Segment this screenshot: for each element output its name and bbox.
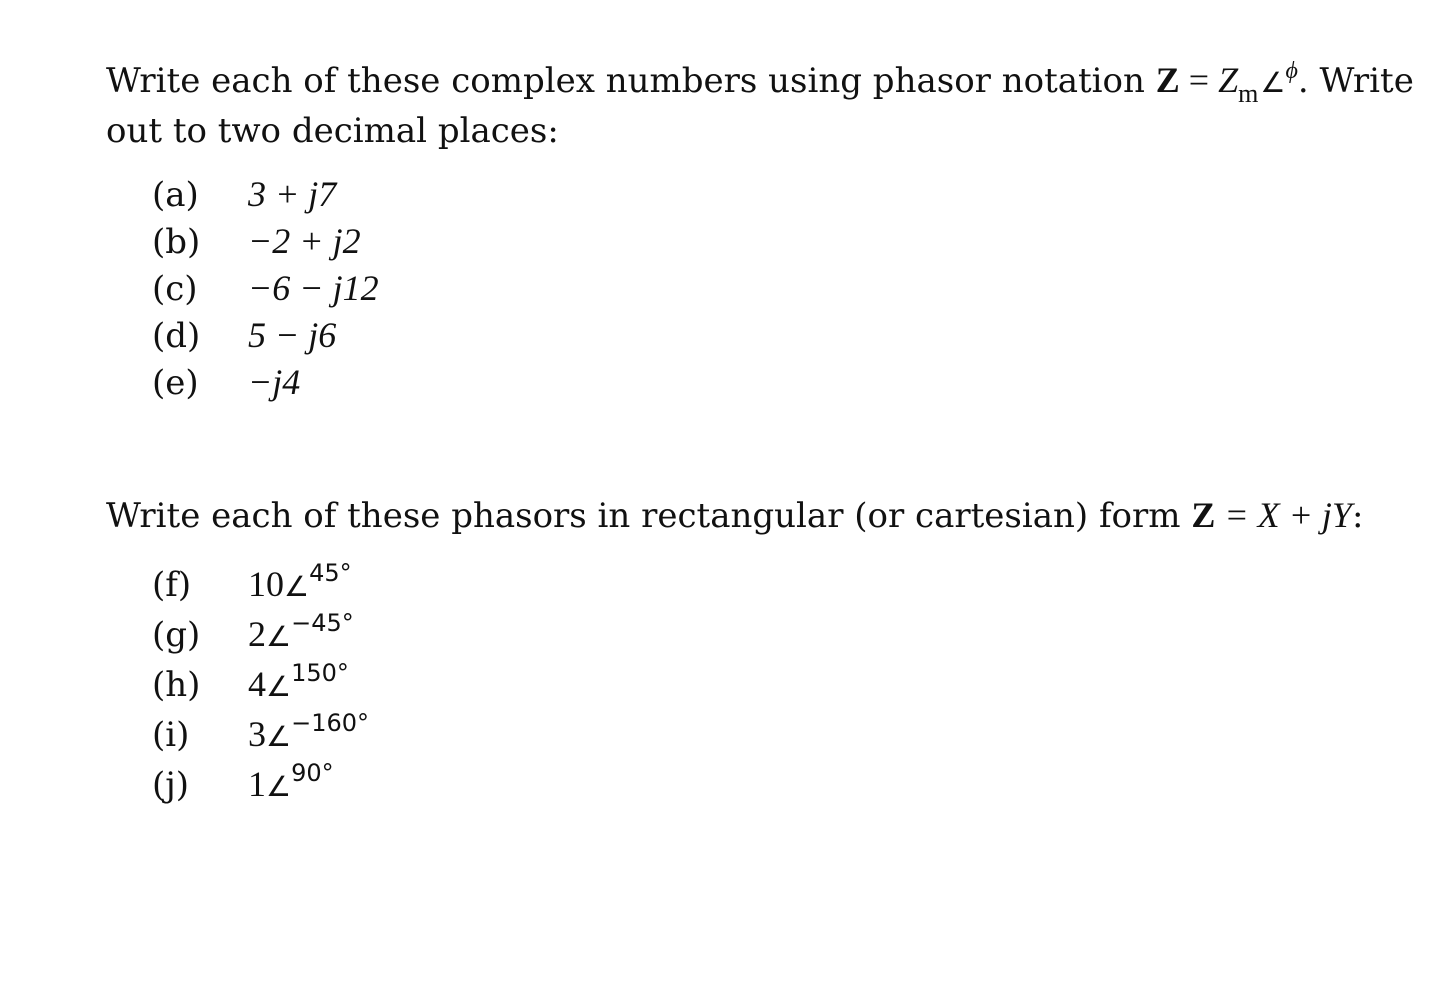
list-item [152, 265, 379, 312]
section2-z-symbol: Z [1191, 495, 1216, 535]
section1-prompt-tail: . Write [1297, 61, 1414, 101]
angle-symbol: ∠ [266, 720, 292, 753]
section2-colon: : [1351, 496, 1364, 536]
list-item [152, 312, 379, 359]
section1-zm-base: Z [1218, 60, 1239, 100]
section1-angle-symbol: ∠ [1260, 66, 1286, 99]
section2-prompt-text: Write each of these phasors in rectangular (or cartesian) form [106, 496, 1181, 536]
item-expression: −j4 [248, 362, 301, 402]
angle-symbol: ∠ [266, 770, 292, 803]
item-label: (f) [152, 565, 192, 605]
angle-symbol: ∠ [266, 620, 292, 653]
section1-equals: = [1179, 60, 1219, 100]
item-expression: −6 − j12 [248, 268, 379, 308]
list-item [152, 661, 369, 711]
phasor-magnitude: 3 [248, 714, 266, 754]
list-item [152, 611, 369, 661]
section1-zm-subscript: m [1238, 79, 1259, 108]
item-label: (c) [152, 269, 198, 309]
list-item [152, 171, 379, 218]
list-item [152, 359, 379, 406]
section2-list [152, 561, 369, 811]
section1-z-symbol: Z [1155, 60, 1180, 100]
item-label: (j) [152, 765, 190, 805]
section2-prompt [106, 492, 1363, 539]
phasor-magnitude: 2 [248, 614, 266, 654]
angle-symbol: ∠ [266, 670, 292, 703]
section1-prompt-line1 [106, 57, 1414, 108]
phasor-angle: 150° [291, 659, 349, 687]
item-label: (d) [152, 316, 201, 356]
item-label: (e) [152, 363, 199, 403]
section1-prompt-text: Write each of these complex numbers using phasor notation [106, 61, 1145, 101]
phasor-angle: −45° [291, 609, 354, 637]
list-item [152, 761, 369, 811]
section1-list [152, 171, 379, 406]
phasor-angle: −160° [291, 709, 370, 737]
item-label: (h) [152, 665, 201, 705]
item-label: (a) [152, 175, 199, 215]
item-label: (b) [152, 222, 201, 262]
phasor-magnitude: 4 [248, 664, 266, 704]
item-expression: 3 + j7 [248, 174, 337, 214]
angle-symbol: ∠ [284, 570, 310, 603]
section2-rhs: = X + jY [1215, 495, 1352, 535]
item-label: (i) [152, 715, 190, 755]
item-expression: 5 − j6 [248, 315, 337, 355]
list-item [152, 711, 369, 761]
phasor-angle: 90° [291, 759, 334, 787]
list-item [152, 561, 369, 611]
phasor-magnitude: 10 [248, 564, 284, 604]
item-label: (g) [152, 615, 201, 655]
item-expression: −2 + j2 [248, 221, 361, 261]
list-item [152, 218, 379, 265]
phasor-magnitude: 1 [248, 764, 266, 804]
phasor-angle: 45° [309, 559, 352, 587]
section1-prompt [106, 57, 1414, 154]
section1-prompt-line2: out to two decimal places: [106, 111, 559, 151]
section1-phi-symbol: ϕ [1285, 58, 1298, 84]
